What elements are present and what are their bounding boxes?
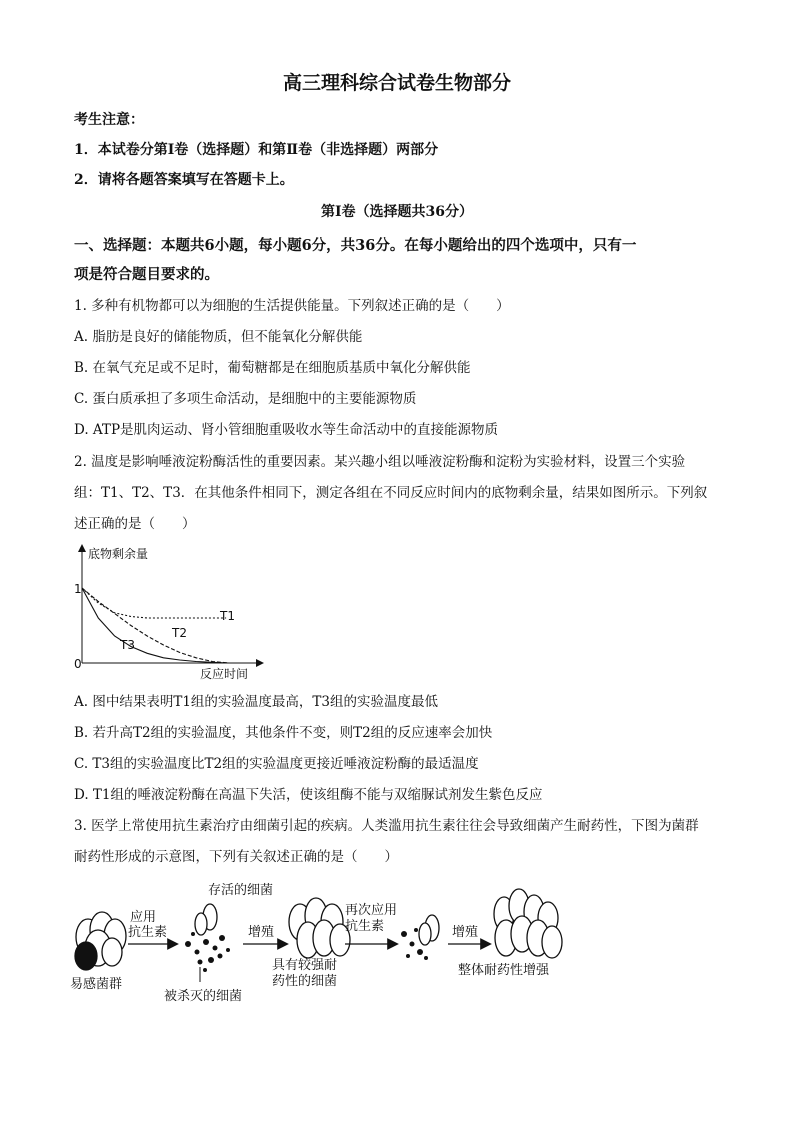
section-title: 第Ⅰ卷（选择题共36分） (320, 204, 474, 220)
q2-option-c: C. T3组的实验温度比T2组的实验温度更接近唾液淀粉酶的最适温度 (74, 756, 479, 772)
y-tick-1: 1 (74, 582, 82, 596)
y-tick-0: 0 (74, 657, 82, 671)
q2-stem-line-1: 2. 温度是影响唾液淀粉酶活性的重要因素。某兴趣小组以唾液淀粉酶和淀粉为实验材料，设置三个实验 (74, 454, 686, 470)
instructions-line-2: 项是符合题目要求的。 (74, 266, 219, 283)
notice-heading: 考生注意： (74, 112, 144, 128)
survived-label: 存活的细菌 (208, 883, 274, 898)
page-title: 高三理科综合试卷生物部分 (282, 72, 511, 94)
q2-option-d: D. T1组的唾液淀粉酶在高温下失活，使该组酶不能与双缩脲试剂发生紫色反应 (74, 787, 543, 803)
q1-option-b: B. 在氧气充足或不足时，葡萄糖都是在细胞质基质中氧化分解供能 (74, 360, 471, 376)
resistant-label-2: 药性的细菌 (272, 974, 338, 989)
resistant-label-1: 具有较强耐 (272, 958, 338, 973)
q2-option-a: A. 图中结果表明T1组的实验温度最高，T3组的实验温度最低 (74, 694, 439, 710)
y-axis-label: 底物剩余量 (88, 547, 149, 561)
q2-stem-line-2: 组：T1、T2、T3．在其他条件相同下，测定各组在不同反应时间内的底物剩余量，结果如图所示。下列叙 (74, 485, 708, 501)
x-axis-label: 反应时间 (200, 667, 249, 681)
susceptible-bacteria-group (75, 912, 126, 970)
series-label-t1: T1 (220, 609, 235, 623)
reapply-label-1: 再次应用 (345, 903, 398, 918)
q1-option-a: A. 脂肪是良好的储能物质，但不能氧化分解供能 (74, 329, 363, 345)
susceptible-label: 易感菌群 (70, 977, 123, 992)
reapply-label-2: 抗生素 (345, 919, 385, 934)
apply-label-1: 应用 (130, 910, 157, 925)
killed-bacteria (185, 932, 230, 972)
proliferate-label-2: 增殖 (452, 925, 479, 940)
series-line-t2 (82, 588, 229, 663)
q3-stem-line-1: 3. 医学上常使用抗生素治疗由细菌引起的疾病。人类滥用抗生素往往会导致细菌产生耐药性，下图为菌群 (74, 818, 699, 834)
q1-option-d: D. ATP是肌肉运动、肾小管细胞重吸收水等生命活动中的直接能源物质 (74, 422, 499, 438)
q2-stem-line-3: 述正确的是（ ） (74, 516, 196, 532)
apply-label-2: 抗生素 (128, 925, 168, 940)
survived-bacteria (195, 904, 217, 935)
survivors-after-reapply (419, 915, 439, 945)
q3-stem-line-2: 耐药性形成的示意图，下列有关叙述正确的是（ ） (74, 849, 398, 865)
notice-item-1: 1．本试卷分第Ⅰ卷（选择题）和第Ⅱ卷（非选择题）两部分 (74, 142, 439, 158)
q2-chart (70, 540, 270, 685)
instructions-line-1: 一、选择题：本题共6小题，每小题6分，共36分。在每小题给出的四个选项中，只有一 (74, 237, 637, 254)
q2-option-b: B. 若升高T2组的实验温度，其他条件不变，则T2组的反应速率会加快 (74, 725, 493, 741)
killed-label: 被杀灭的细菌 (164, 989, 243, 1004)
series-label-t2: T2 (172, 626, 187, 640)
q3-diagram (60, 872, 620, 1007)
series-line-t3 (82, 588, 229, 663)
overall-label: 整体耐药性增强 (458, 963, 550, 978)
series-label-t3: T3 (120, 638, 135, 652)
q1-stem: 1. 多种有机物都可以为细胞的生活提供能量。下列叙述正确的是（ ） (74, 298, 510, 314)
q1-option-c: C. 蛋白质承担了多项生命活动，是细胞中的主要能源物质 (74, 391, 417, 407)
series-line-t1 (82, 588, 226, 618)
proliferate-label-1: 增殖 (248, 925, 275, 940)
resistant-bacteria-group (289, 898, 350, 958)
overall-resistant-bacteria-group (494, 889, 562, 958)
notice-item-2: 2．请将各题答案填写在答题卡上。 (74, 172, 294, 188)
